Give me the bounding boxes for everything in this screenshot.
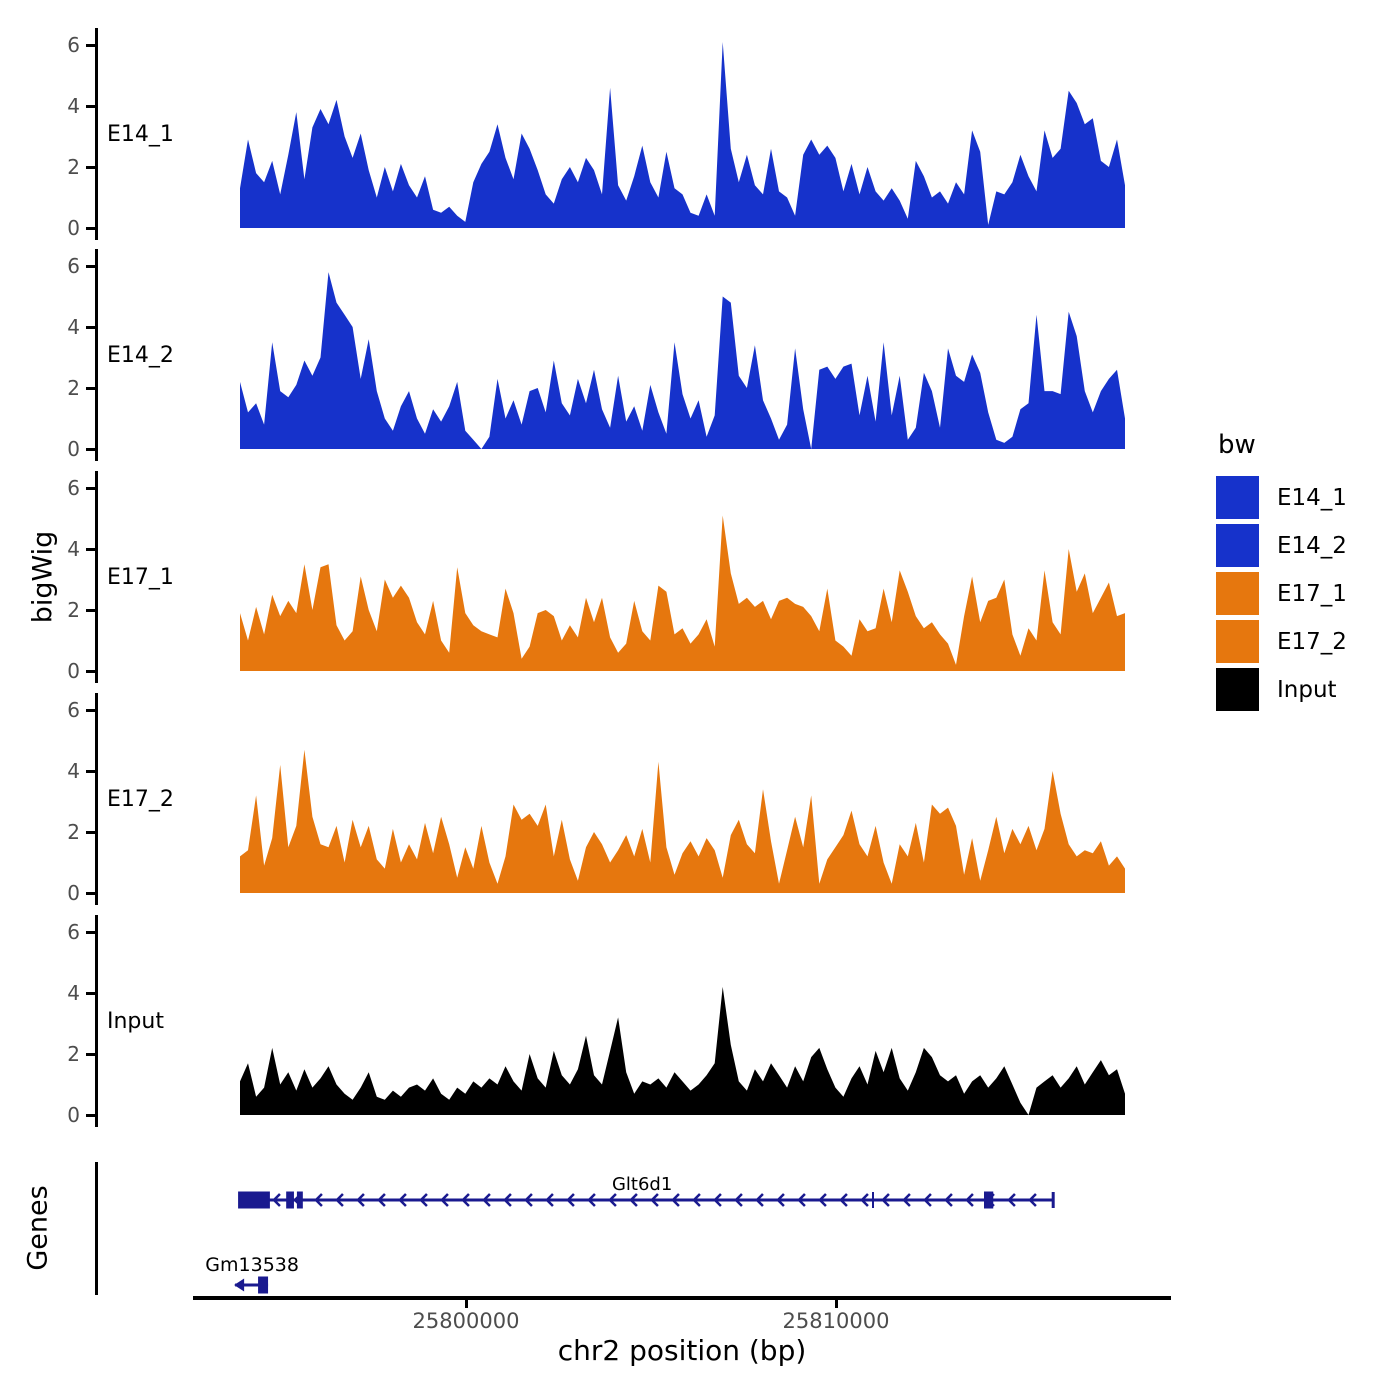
y-tick-label: 2 bbox=[67, 376, 80, 400]
legend-item bbox=[1216, 620, 1347, 663]
y-tick-label: 0 bbox=[67, 1103, 80, 1127]
y-tick-label: 6 bbox=[67, 698, 80, 722]
coverage-area-E17_1 bbox=[240, 471, 1125, 671]
x-tick-label: 25800000 bbox=[412, 1309, 520, 1333]
y-tick-label: 4 bbox=[67, 537, 80, 561]
y-tick-label: 0 bbox=[67, 881, 80, 905]
legend-item bbox=[1216, 572, 1347, 615]
track-label: E14_1 bbox=[107, 122, 174, 147]
gene-label-glt6d1: Glt6d1 bbox=[611, 1174, 673, 1195]
y-tick-mark bbox=[86, 1053, 95, 1056]
y-tick-mark bbox=[86, 326, 95, 329]
legend-title: bw bbox=[1218, 430, 1256, 460]
y-axis-line bbox=[95, 28, 98, 240]
y-tick-mark bbox=[86, 931, 95, 934]
legend-item-label: E14_2 bbox=[1277, 532, 1347, 559]
coverage-area-E17_2 bbox=[240, 693, 1125, 893]
legend-item-label: E14_1 bbox=[1277, 484, 1347, 511]
y-tick-mark bbox=[86, 992, 95, 995]
legend-swatch-e14-2 bbox=[1216, 524, 1259, 567]
legend-swatch-e17-1 bbox=[1216, 572, 1259, 615]
y-tick-mark bbox=[86, 487, 95, 490]
genes-axis-title: Genes bbox=[22, 1185, 54, 1271]
legend-swatch-e14-1 bbox=[1216, 476, 1259, 519]
y-tick-label: 4 bbox=[67, 981, 80, 1005]
y-tick-mark bbox=[86, 1114, 95, 1117]
y-tick-label: 6 bbox=[67, 920, 80, 944]
gene-label-gm13538: Gm13538 bbox=[205, 1254, 299, 1276]
legend-item-label: E17_2 bbox=[1277, 628, 1347, 655]
y-tick-mark bbox=[86, 709, 95, 712]
y-tick-mark bbox=[86, 831, 95, 834]
y-axis-line bbox=[95, 693, 98, 905]
y-tick-label: 0 bbox=[67, 659, 80, 683]
y-tick-label: 0 bbox=[67, 437, 80, 461]
y-tick-mark bbox=[86, 44, 95, 47]
track-label: Input bbox=[107, 1009, 164, 1034]
y-tick-label: 4 bbox=[67, 94, 80, 118]
y-tick-mark bbox=[86, 166, 95, 169]
y-tick-label: 4 bbox=[67, 759, 80, 783]
genes-track-svg bbox=[0, 1150, 1400, 1320]
y-axis-line bbox=[95, 915, 98, 1127]
y-tick-label: 6 bbox=[67, 476, 80, 500]
y-tick-mark bbox=[86, 265, 95, 268]
track-label: E17_1 bbox=[107, 565, 174, 590]
legend-item bbox=[1216, 476, 1347, 519]
y-axis-line bbox=[95, 249, 98, 461]
y-tick-label: 2 bbox=[67, 820, 80, 844]
y-tick-mark bbox=[86, 105, 95, 108]
track-label: E17_2 bbox=[107, 787, 174, 812]
y-tick-mark bbox=[86, 892, 95, 895]
y-tick-label: 6 bbox=[67, 254, 80, 278]
y-tick-mark bbox=[86, 770, 95, 773]
legend-swatch-e17-2 bbox=[1216, 620, 1259, 663]
x-axis-title: chr2 position (bp) bbox=[557, 1334, 807, 1367]
y-tick-label: 4 bbox=[67, 315, 80, 339]
y-tick-label: 0 bbox=[67, 216, 80, 240]
y-tick-label: 6 bbox=[67, 33, 80, 57]
y-axis-line bbox=[95, 471, 98, 683]
y-tick-label: 2 bbox=[67, 1042, 80, 1066]
y-tick-label: 2 bbox=[67, 598, 80, 622]
legend bbox=[1216, 430, 1347, 716]
y-axis-title: bigWig bbox=[27, 530, 59, 624]
legend-item-label: E17_1 bbox=[1277, 580, 1347, 607]
coverage-area-E14_2 bbox=[240, 249, 1125, 449]
coverage-area-E14_1 bbox=[240, 28, 1125, 228]
y-tick-label: 2 bbox=[67, 155, 80, 179]
legend-item-label: Input bbox=[1277, 676, 1337, 703]
track-label: E14_2 bbox=[107, 343, 174, 368]
coverage-area-Input bbox=[240, 915, 1125, 1115]
legend-item bbox=[1216, 668, 1347, 711]
y-tick-mark bbox=[86, 548, 95, 551]
y-tick-mark bbox=[86, 227, 95, 230]
legend-item bbox=[1216, 524, 1347, 567]
y-tick-mark bbox=[86, 387, 95, 390]
x-tick-label: 25810000 bbox=[782, 1309, 890, 1333]
y-tick-mark bbox=[86, 448, 95, 451]
y-tick-mark bbox=[86, 670, 95, 673]
y-tick-mark bbox=[86, 609, 95, 612]
legend-swatch-input bbox=[1216, 668, 1259, 711]
